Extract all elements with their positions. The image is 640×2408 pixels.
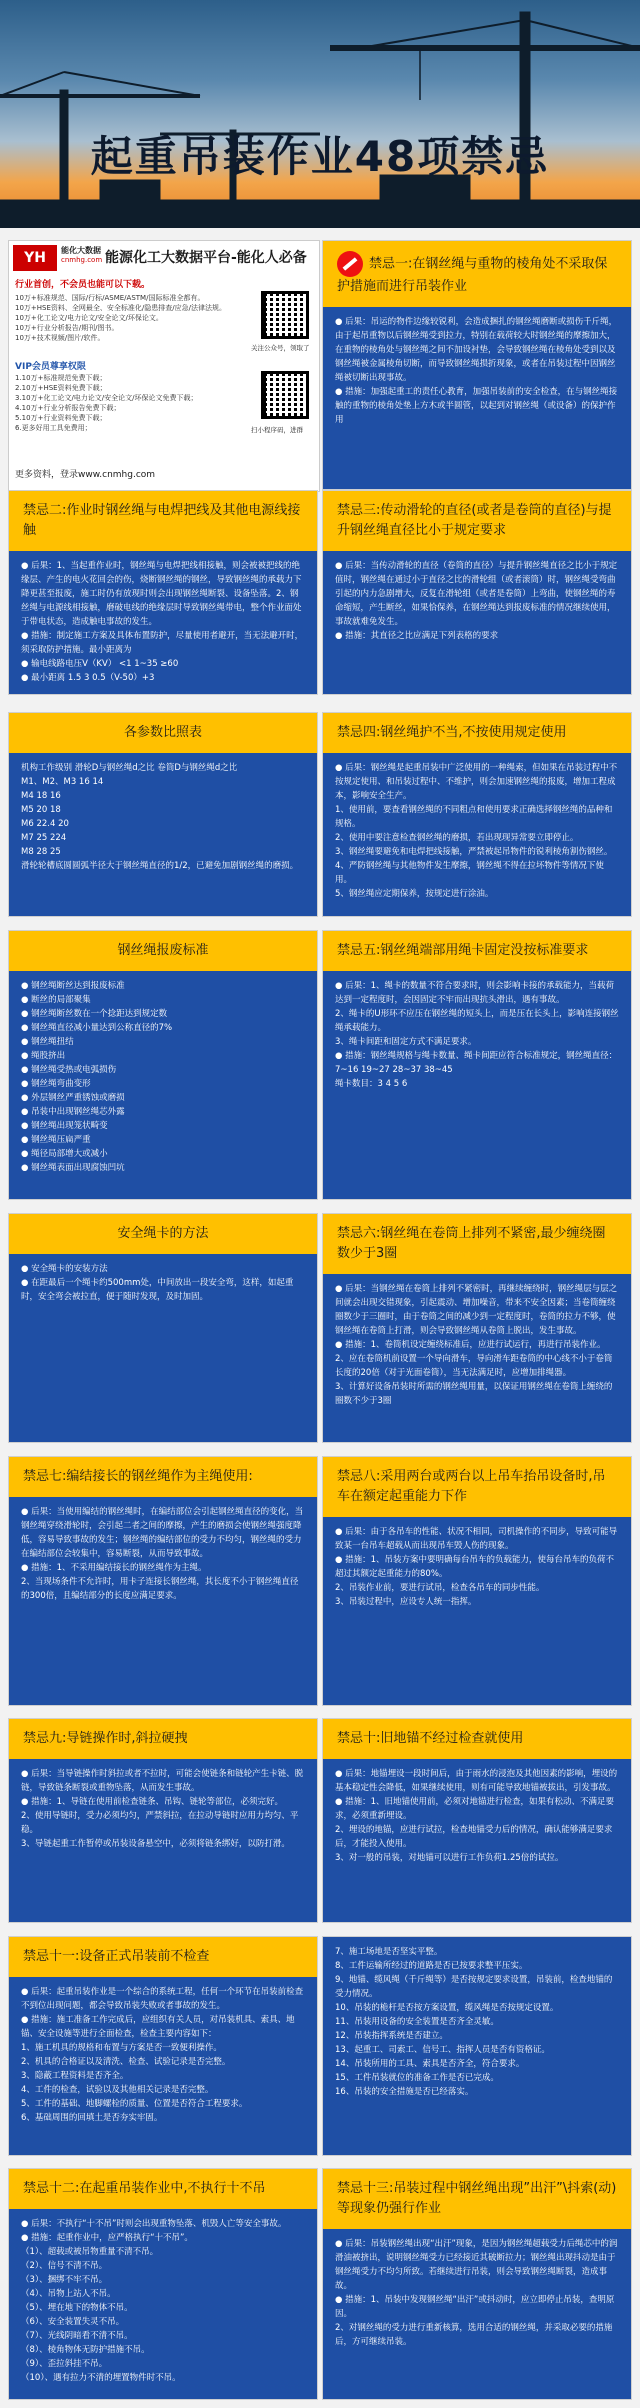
rule-card-heading-text: 禁忌七:编结接长的钢丝绳作为主绳使用: (23, 1469, 253, 1484)
rule-card-body: 7、施工场地是否坚实平整。 8、工件运输所经过的道路是否已按要求整平压实。 9、地锚、缆风绳（千斤绳等）是否按规定要求设置，吊装前，检查地锚的受力情况。 10、吊装的桅杆是否按方案设置，缆风绳是否按规定设置。 11、吊装用设备的安全装置是否齐全灵敏。 12、吊装指挥系统是否建立。 13、起重工、司索工、信号工、指挥人员是否有资格证。 14、吊装所用的工具、索具是否齐全，符合要求。 15、工件吊装就位的准备工作是否已完成。 16、吊装的安全措施是否已经落实。 (335, 1947, 613, 2097)
rule-card-heading (323, 713, 631, 753)
rule-card-heading-text: 禁忌十一:设备正式吊装前不检查 (23, 1949, 210, 1964)
rule-card (322, 2168, 632, 2400)
vip-line: 1.10万+标准规范免费下载； (15, 374, 107, 382)
vip-line: 6.更多好用工具免费用； (15, 424, 92, 432)
rule-card (322, 1456, 632, 1706)
rule-card-heading (323, 1719, 631, 1759)
rule-card-body: ● 后果：当传动滑轮的直径（卷筒的直径）与提升钢丝绳直径之比小于规定值时，钢丝绳在通过小于直径之比的滑轮组（或者滚筒）时，钢丝绳受弯曲引起的内力急剧增大，反复在滑轮组（或者是卷筒）上弯曲，使钢丝绳的寿命缩短，产生断丝，如果恰保养，在钢丝绳达到报废标准的情况继续使用，事故就难免发生。 ● 措施：其直径之比应满足下列表格的要求 (335, 561, 618, 641)
miniprogram-qr-code (261, 371, 309, 419)
brand-logo: YH (13, 245, 57, 271)
rule-card-heading-text: 禁忌九:导链操作时,斜拉硬拽 (23, 1731, 188, 1746)
ad-slogan: 行业首创，不会员也能可以下载。 (15, 280, 151, 290)
ad-feature-line: 10万+技术视频/图片/软件。 (15, 334, 105, 342)
rule-card-heading-text: 钢丝绳报废标准 (117, 943, 209, 958)
wechat-qr-code (261, 291, 309, 339)
rule-card-heading (323, 491, 631, 551)
rule-card-heading (9, 2169, 317, 2209)
rule-card-heading-text: 安全绳卡的方法 (117, 1226, 209, 1241)
rule-card-body: ● 后果：当钢丝绳在卷筒上排列不紧密时，再继续缠绕时，钢丝绳层与层之间就会出现交错现象，引起震动、增加噪音，带来不安全因素；当卷筒缠绕圈数少于三圈时，由于卷筒之间的减少到一定程度时，卷筒的拉力不够，使钢丝绳在卷筒上打滑，则会导致钢丝绳从卷筒上脱出，发生事故。 ● 措施：1、卷筒机设定缠绕标准后，应进行试运行，再进行吊装作业。 2、应在卷筒机前设置一个导向滑车，导向滑车距卷筒的中心线不小于卷筒长度的20倍（对于光面卷筒），当无法满足时，应增加排绳器。 3、计算好设备吊装时所需的钢丝绳用量，以保证用钢丝绳在卷筒上缠绕的圈数不少于3圈 (335, 1284, 618, 1406)
crane-silhouette-graphic (0, 0, 640, 228)
rule-card-heading (323, 1457, 631, 1517)
rule-card-heading-text: 禁忌十:旧地锚不经过检查就使用 (337, 1731, 524, 1746)
ad-feature-line: 10万+HSE资料、全网最全、安全标准化/隐患排查/应急/法律法规。 (15, 304, 226, 312)
rule-card-body: ● 后果：钢丝绳是起重吊装中广泛使用的一种绳索，但如果在吊装过程中不按规定使用、和吊装过程中、不维护，则会加速钢丝绳的报废，增加工程成本，影响安全生产。 1、使用前，要查看钢丝绳的不同粗点和使用要求正确选择钢丝绳的品种和规格。 2、使用中要注意检查钢丝绳的磨损，若出现现异常要立即停止。 3、钢丝绳要避免和电焊把线接触，严禁被起吊物件的锐利棱角割伤钢丝。 4、严防钢丝绳与其他物件发生摩擦，钢丝绳不得在拉坏物件等情况下使用。 5、钢丝绳应定期保养，按规定进行涂油。 (335, 763, 618, 899)
rule-card-heading (323, 241, 631, 307)
rule-card-body: ● 后果：不执行“十不吊”时则会出现重物坠落、机毁人亡等安全事故。 ● 措施：起重作业中，应严格执行“十不吊”。 （1）、超载或被吊物重量不清不吊。 （2）、信号不清不吊。 （3）、捆绑不牢不吊。 （4）、吊物上站人不吊。 （5）、埋在地下的物体不吊。 （6）、安全装置失灵不吊。 （7）、光线阴暗看不清不吊。 （8）、棱角物体无防护措施不吊。 （9）、歪拉斜挂不吊。 （10）、遇有拉力不清的埋置物件时不吊。 (21, 2219, 287, 2383)
vip-line: 2.10万+HSE资料免费下载； (15, 384, 107, 392)
ad-feature-line: 10万+标准规范、国际/行标/ASME/ASTM/国际标准全都有。 (15, 294, 205, 302)
rule-card-body: ● 后果：由于各吊车的性能、状况不相同，司机操作的不同步，导致可能导致某一台吊车超载从而出现吊车毁人伤的现象。 ● 措施：1、吊装方案中要明确每台吊车的负载能力，使每台吊车的负荷不超过其额定起重能力的80%。 2、吊装作业前，要进行试吊，检查各吊车的同步性能。 3、吊装过程中，应设专人统一指挥。 (335, 1527, 618, 1607)
vip-line: 5.10万+行业资料免费下载； (15, 414, 107, 422)
rule-card (8, 1718, 318, 1923)
vip-title: VIP会员尊享权限 (15, 362, 86, 372)
qr2-caption: 扫小程序码，进群 (251, 426, 303, 434)
rule-card-heading-text: 禁忌五:钢丝绳端部用绳卡固定没按标准要求 (337, 943, 589, 958)
rule-card-heading-text: 禁忌四:钢丝绳护不当,不按使用规定使用 (337, 725, 567, 740)
rule-card (8, 490, 318, 695)
rule-card (8, 1213, 318, 1443)
rule-card-heading (9, 931, 317, 971)
rule-card-heading-text: 禁忌二:作业时钢丝绳与电焊把线及其他电源线接触 (23, 503, 301, 538)
ad-footer: 更多资料，登录www.cnmhg.com (15, 470, 156, 480)
rule-card-heading-text: 禁忌八:采用两台或两台以上吊车抬吊设备时,吊车在额定起重能力下作 (337, 1469, 606, 1504)
rule-card (8, 930, 318, 1200)
rule-card (322, 1213, 632, 1443)
rule-card (322, 240, 632, 490)
rule-card-heading-text: 禁忌十三:吊装过程中钢丝绳出现”出汗”\抖索(动)等现象仍强行作业 (337, 2181, 617, 2216)
rule-card (8, 1936, 318, 2156)
vip-line: 4.10万+行业分析报告免费下载； (15, 404, 121, 412)
rule-card-body: 机构工作级别 滑轮D与钢丝绳d之比 卷筒D与钢丝绳d之比 M1、M2、M3 16 14 M4 18 16 M5 20 18 M6 22.4 20 M7 25 224 M8 28 25 滑轮轮槽底圆圆弧半径大于钢丝绳直径的1/2，已避免加剧钢丝绳的磨损。 (21, 763, 299, 871)
rule-card-heading-text: 禁忌十二:在起重吊装作业中,不执行十不吊 (23, 2181, 266, 2196)
rule-card (8, 1456, 318, 1706)
rule-card-heading (9, 1457, 317, 1497)
rule-card (322, 712, 632, 917)
rule-card (322, 1936, 632, 2156)
rule-card-heading (9, 491, 317, 551)
rule-card-body: ● 后果：地锚埋设一段时间后，由于雨水的浸泡及其他因素的影响，埋设的基本稳定性会降低，如果继续使用，则有可能导致地锚被拔出，引发事故。 ● 措施：1、旧地锚使用前，必须对地锚进行检查，如果有松动、不满足要求，必须重新埋设。 2、埋设的地锚，应进行试拉，检查地锚受力后的情况，确认能够满足要求后，才能投入使用。 3、对一般的吊装，对地锚可以进行工作负荷1.25倍的试拉。 (335, 1769, 618, 1863)
rule-card-heading (323, 1214, 631, 1274)
rule-card-body: ● 后果：起重吊装作业是一个综合的系统工程，任何一个环节在吊装前检查不到位出现问题，都会导致吊装失败或者事故的发生。 ● 措施：施工准备工作完成后，应组织有关人员，对吊装机具、索具、地锚、安全设施等进行全面检查，检查主要内容如下： 1、施工机具的规格和布置与方案是否一致便利操作。 2、机具的合格证以及清洗、检查、试验记录是否完整。 3、隐蔽工程资料是否齐全。 4、工件的检查，试验以及其他相关记录是否完整。 5、工件的基础、地脚螺栓的质量、位置是否符合工程要求。 6、基础周围的回填土是否夯实牢固。 (21, 1987, 304, 2123)
rule-card (322, 930, 632, 1200)
ad-card (8, 240, 320, 492)
rule-card-heading (9, 713, 317, 753)
rule-card-heading (9, 1214, 317, 1254)
ad-logo-text: 能化大数据 (61, 246, 101, 255)
rule-card-body: ● 后果：当使用编结的钢丝绳时，在编结部位会引起钢丝绳直径的变化，当钢丝绳穿绕滑轮时，会引起二者之间的摩擦，产生的磨损会使钢丝绳强度降低，容易导致事故的发生；钢丝绳的编结部位的受力不均匀，钢丝绳的受力在编结部位会较集中，容易断裂，从而导致事故。 ● 措施：1、不采用编结接长的钢丝绳作为主绳。 2、当现场条件不允许时，用卡子连接长钢丝绳，其长度不小于钢丝绳直径的300倍，且编结部分的长度应满足要求。 (21, 1507, 304, 1601)
rule-card (8, 712, 318, 917)
vip-list (15, 373, 245, 433)
rule-card-heading (323, 2169, 631, 2229)
prohibition-icon (337, 251, 363, 277)
rule-card-body: ● 后果：吊装钢丝绳出现“出汗”现象，是因为钢丝绳超载受力后绳芯中的润滑油被挤出，说明钢丝绳受力已经接近其破断拉力；钢丝绳出现抖动是由于钢丝绳受力不均匀所致。若继续进行吊装，则会导致钢丝绳断裂，造成事故。 ● 措施：1、吊装中发现钢丝绳“出汗”或抖动时，应立即停止吊装，查明原因。 2、对钢丝绳的受力进行重新核算，选用合适的钢丝绳，并采取必要的措施后，方可继续吊装。 (335, 2239, 618, 2347)
ad-headline: 能源化工大数据平台-能化人必备 (105, 250, 307, 266)
rule-card-body: ● 后果：吊运的物件边缘较锐利，会造成捆扎的钢丝绳磨断或损伤千斤绳，由于起吊重物以后钢丝绳受到拉力，特别在载荷较大时钢丝绳的摩擦加大，在重物的棱角处与钢丝绳之间不加设衬垫，会导致钢丝绳在棱角处受到以及钢丝绳被金属棱角切断，而导致钢丝绳损折现象，或者在吊装过程中因钢丝绳被切断出现事故。 ● 措施：加强起重工的责任心教育，加强吊装前的安全检查，在与钢丝绳接触的重物的棱角处垫上方木或半圆管，以起到对钢丝绳（或设备）的保护作用 (335, 317, 618, 425)
vip-line: 3.10万+化工论文/电力论文/安全论文/环保论文免费下载； (15, 394, 198, 402)
rule-card-body: ● 后果：当导链操作时斜拉或者不拉时，可能会使链条和链轮产生卡链、脱链，导致链条断裂或重物坠落，从而发生事故。 ● 措施：1、导链在使用前检查链条、吊钩、链轮等部位，必须完好。 2、使用导链时，受力必须均匀，严禁斜拉，在拉动导链时应用力均匀、平稳。 3、导链起重工作暂停或吊装设备悬空中，必须将链条绑好，以防打滑。 (21, 1769, 304, 1849)
ad-feature-line: 10万+行业分析报告/期刊/图书。 (15, 324, 119, 332)
ad-feature-line: 10万+化工论文/电力论文/安全论文/环保论文。 (15, 314, 163, 322)
rule-card-body: ● 安全绳卡的安装方法 ● 在距最后一个绳卡约500mm处，中间放出一段安全弯，这样，如起重时，安全弯会被拉直，便于随时发现，及时加固。 (21, 1264, 294, 1302)
rule-card (8, 2168, 318, 2400)
ad-feature-list (15, 293, 265, 343)
rule-card (322, 490, 632, 695)
ad-site: cnmhg.com (61, 256, 103, 264)
rule-card (322, 1718, 632, 1923)
rule-card-body: ● 后果：1、绳卡的数量不符合要求时，则会影响卡接的承载能力，当载荷达到一定程度时，会因固定不牢而出现抗头滑出，遇有事故。 2、绳卡的U形环不应压在钢丝绳的短头上，而是压在长头上，影响连接钢丝绳承载能力。 3、绳卡间距和固定方式不满足要求。 ● 措施：钢丝绳规格与绳卡数量、绳卡间距应符合标准规定，钢丝绳直径：7~16 19~27 28~37 38~45 绳卡数目：3 4 5 6 (335, 981, 619, 1089)
rule-card-heading-text: 各参数比照表 (123, 725, 202, 740)
rule-card-heading-text: 禁忌六:钢丝绳在卷筒上排列不紧密,最少缠绕圈数少于3圈 (337, 1226, 606, 1261)
rule-card-heading-text: 禁忌三:传动滑轮的直径(或者是卷筒的直径)与提升钢丝绳直径比小于规定要求 (337, 503, 612, 538)
rule-card-body: ● 后果：1、当起重作业时，钢丝绳与电焊把线相接触，则会被被把线的绝缘层、产生的电火花回会的伤，烧断钢丝绳的钢丝，导致钢丝绳的承载力下降更甚至报废，施工时仍有放现时则会出现钢丝绳断裂、设备坠落。2、钢丝绳与电源线相接触，磨破电线的绝缘层时导致钢丝绳带电，整个作业面处于带电状态，造成触电事故的发生。 ● 措施：制定施工方案及具体布置防护，尽量使用者避开，当无法避开时，须采取防护措施。最小距离为 ● 输电线路电压V（KV） <1 1~35 ≥60 ● 最小距离 1.5 3 0.5（V-50）+3 (21, 561, 304, 683)
rule-card-heading-text: 禁忌一:在钢丝绳与重物的棱角处不采取保护措施而进行吊装作业 (337, 256, 608, 294)
hero-banner (0, 0, 640, 228)
qr1-caption: 关注公众号，领取了 (251, 344, 310, 352)
page-title: 起重吊装作业48项禁忌 (90, 132, 550, 181)
rule-card-heading (323, 931, 631, 971)
rule-card-heading (9, 1937, 317, 1977)
rule-card-heading (9, 1719, 317, 1759)
rule-card-body: ● 钢丝绳断丝达到报废标准 ● 断丝的局部聚集 ● 钢丝绳断丝数在一个捻距达到规定数 ● 钢丝绳直径减小量达到公称直径的7% ● 钢丝绳扭结 ● 绳股挤出 ● 钢丝绳受热或电弧损伤 ● 钢丝绳弯曲变形 ● 外层钢丝严重锈蚀或磨损 ● 吊装中出现钢丝绳芯外露 ● 钢丝绳出现笼状畸变 ● 钢丝绳压扁严重 ● 绳径局部增大或减小 ● 钢丝绳表面出现腐蚀凹坑 (21, 981, 173, 1173)
